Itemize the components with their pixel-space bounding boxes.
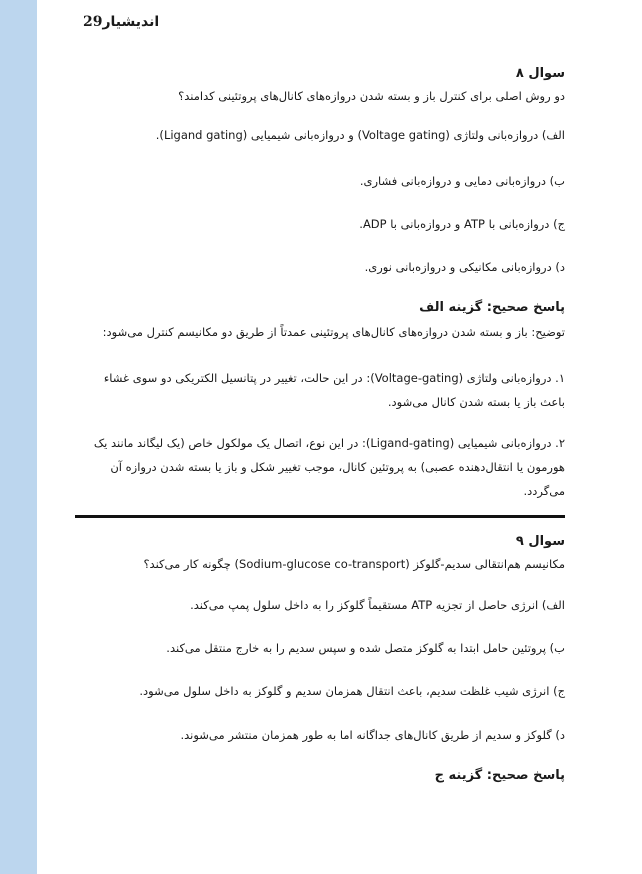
question-8-text: دو روش اصلی برای کنترل باز و بسته شدن دروازه‌های کانال‌های پروتئینی کدامند؟ xyxy=(178,89,565,103)
left-margin-band xyxy=(0,0,37,874)
q8-option-d: د) دروازه‌بانی مکانیکی و دروازه‌بانی نوری. xyxy=(364,260,565,274)
q8-point-1: ۱. دروازه‌بانی ولتاژی (Voltage-gating): در این حالت، تغییر در پتانسیل الکتریکی دو سوی غشاء باعث باز یا بسته شدن کانال می‌شود. xyxy=(103,371,565,409)
question-8-title: سوال ۸ xyxy=(515,66,565,81)
q8-option-a: الف) دروازه‌بانی ولتاژی (Voltage gating) و دروازه‌بانی شیمیایی (Ligand gating). xyxy=(155,128,565,142)
document-page xyxy=(37,0,642,874)
q9-option-c: ج) انرژی شیب غلظت سدیم، باعث انتقال همزمان سدیم و گلوکز به داخل سلول می‌شود. xyxy=(139,684,565,698)
q8-answer: پاسخ صحیح: گزینه الف xyxy=(419,300,565,315)
q9-answer: پاسخ صحیح: گزینه ج xyxy=(434,768,565,783)
q9-option-d: د) گلوکز و سدیم از طریق کانال‌های جداگانه اما به طور همزمان منتشر می‌شوند. xyxy=(180,728,565,742)
book-title: اندیشیار xyxy=(102,14,160,30)
question-9-title: سوال ۹ xyxy=(515,534,565,549)
q9-option-a: الف) انرژی حاصل از تجزیه ATP مستقیماً گلوکز را به داخل سلول پمپ می‌کند. xyxy=(190,598,565,612)
q8-option-b: ب) دروازه‌بانی دمایی و دروازه‌بانی فشاری. xyxy=(359,174,565,188)
q9-option-b: ب) پروتئین حامل ابتدا به گلوکز متصل شده و سپس سدیم را به خارج منتقل می‌کند. xyxy=(166,641,565,655)
section-divider xyxy=(75,515,565,518)
page-header xyxy=(75,14,159,30)
q8-explanation: توضیح: باز و بسته شدن دروازه‌های کانال‌های پروتئینی عمدتاً از طریق دو مکانیسم کنترل می‌شود: xyxy=(102,325,565,339)
page-number: 29 xyxy=(83,14,103,30)
question-9-text: مکانیسم هم‌انتقالی سدیم-گلوکز (Sodium-glucose co-transport) چگونه کار می‌کند؟ xyxy=(143,557,565,571)
q8-option-c: ج) دروازه‌بانی با ATP و دروازه‌بانی با ADP. xyxy=(359,217,565,231)
q8-point-2: ۲. دروازه‌بانی شیمیایی (Ligand-gating): در این نوع، اتصال یک مولکول خاص (یک لیگاند مانند یک هورمون یا انتقال‌دهنده عصبی) به پروتئین کانال، موجب تغییر شکل و باز یا بسته شدن دروازه آن می‌گردد. xyxy=(93,436,565,498)
